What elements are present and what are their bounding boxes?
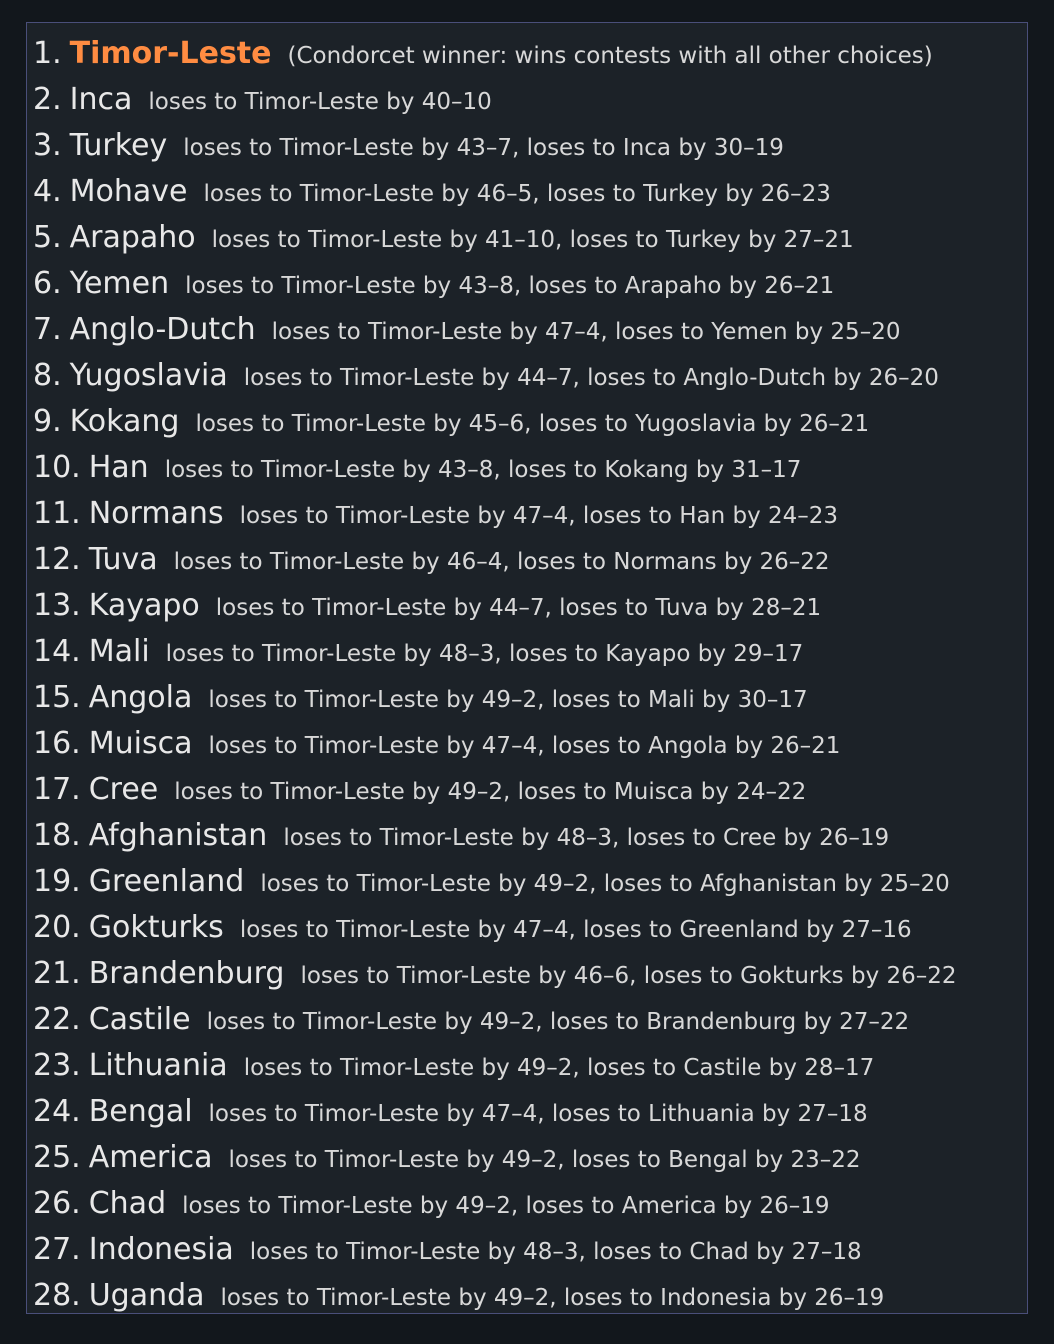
ranking-row: [27, 1089, 1027, 1135]
rankings-panel: [26, 22, 1028, 1314]
choice-name: Uganda: [88, 1278, 205, 1313]
ranking-row: [27, 859, 1027, 905]
contest-detail: loses to Timor-Leste by 43–7, loses to Inca by 30–19: [183, 135, 784, 161]
choice-name: Brandenburg: [88, 956, 285, 991]
ranking-row: [27, 1135, 1027, 1181]
choice-name: Anglo-Dutch: [69, 312, 256, 347]
choice-name: Chad: [88, 1186, 167, 1221]
ranking-row: [27, 169, 1027, 215]
choice-name: Muisca: [88, 726, 193, 761]
ranking-row: [27, 77, 1027, 123]
ranking-row: [27, 629, 1027, 675]
ranking-row: [27, 905, 1027, 951]
contest-detail: loses to Timor-Leste by 47–4, loses to Angola by 26–21: [208, 733, 841, 759]
rank-number: 24.: [33, 1094, 81, 1129]
contest-detail: loses to Timor-Leste by 49–2, loses to Afghanistan by 25–20: [260, 871, 950, 897]
ranking-row: [27, 353, 1027, 399]
rank-number: 4.: [33, 174, 62, 209]
choice-name: Mohave: [69, 174, 188, 209]
ranking-row: [27, 1043, 1027, 1089]
rank-number: 12.: [33, 542, 81, 577]
rank-number: 20.: [33, 910, 81, 945]
choice-name: Kokang: [69, 404, 180, 439]
contest-detail: loses to Timor-Leste by 48–3, loses to Cree by 26–19: [283, 825, 890, 851]
contest-detail: loses to Timor-Leste by 48–3, loses to Kayapo by 29–17: [165, 641, 804, 667]
choice-name: Inca: [69, 82, 133, 117]
contest-detail: loses to Timor-Leste by 46–6, loses to Gokturks by 26–22: [300, 963, 957, 989]
contest-detail: loses to Timor-Leste by 49–2, loses to Brandenburg by 27–22: [206, 1009, 910, 1035]
ranking-row: [27, 445, 1027, 491]
ranking-row: [27, 721, 1027, 767]
rank-number: 2.: [33, 82, 62, 117]
contest-detail: (Condorcet winner: wins contests with all other choices): [287, 43, 933, 69]
ranking-row: [27, 491, 1027, 537]
choice-name: Arapaho: [69, 220, 196, 255]
ranking-row: [27, 675, 1027, 721]
contest-detail: loses to Timor-Leste by 46–4, loses to Normans by 26–22: [173, 549, 830, 575]
rank-number: 17.: [33, 772, 81, 807]
ranking-row: [27, 1273, 1027, 1319]
ranking-row: [27, 31, 1027, 77]
ranking-row: [27, 997, 1027, 1043]
rank-number: 23.: [33, 1048, 81, 1083]
contest-detail: loses to Timor-Leste by 47–4, loses to Lithuania by 27–18: [208, 1101, 868, 1127]
contest-detail: loses to Timor-Leste by 45–6, loses to Yugoslavia by 26–21: [195, 411, 870, 437]
choice-name: Kayapo: [88, 588, 200, 623]
winner-name: Timor-Leste: [69, 36, 272, 71]
choice-name: Indonesia: [88, 1232, 234, 1267]
choice-name: Mali: [88, 634, 150, 669]
contest-detail: loses to Timor-Leste by 44–7, loses to Anglo-Dutch by 26–20: [243, 365, 939, 391]
choice-name: Turkey: [69, 128, 168, 163]
ranking-row: [27, 215, 1027, 261]
choice-name: Angola: [88, 680, 193, 715]
rank-number: 11.: [33, 496, 81, 531]
ranking-row: [27, 399, 1027, 445]
ranking-row: [27, 261, 1027, 307]
rank-number: 19.: [33, 864, 81, 899]
rank-number: 25.: [33, 1140, 81, 1175]
rank-number: 16.: [33, 726, 81, 761]
contest-detail: loses to Timor-Leste by 49–2, loses to Muisca by 24–22: [174, 779, 807, 805]
contest-detail: loses to Timor-Leste by 48–3, loses to Chad by 27–18: [249, 1239, 862, 1265]
choice-name: Afghanistan: [88, 818, 268, 853]
choice-name: Bengal: [88, 1094, 193, 1129]
ranking-row: [27, 123, 1027, 169]
choice-name: Gokturks: [88, 910, 224, 945]
contest-detail: loses to Timor-Leste by 49–2, loses to Bengal by 23–22: [228, 1147, 861, 1173]
ranking-row: [27, 951, 1027, 997]
contest-detail: loses to Timor-Leste by 44–7, loses to Tuva by 28–21: [215, 595, 822, 621]
rank-number: 22.: [33, 1002, 81, 1037]
choice-name: Lithuania: [88, 1048, 228, 1083]
rank-number: 18.: [33, 818, 81, 853]
contest-detail: loses to Timor-Leste by 43–8, loses to Arapaho by 26–21: [185, 273, 835, 299]
rank-number: 3.: [33, 128, 62, 163]
choice-name: Normans: [88, 496, 224, 531]
ranking-row: [27, 537, 1027, 583]
choice-name: America: [88, 1140, 213, 1175]
rank-number: 10.: [33, 450, 81, 485]
choice-name: Yugoslavia: [69, 358, 228, 393]
rank-number: 15.: [33, 680, 81, 715]
contest-detail: loses to Timor-Leste by 41–10, loses to Turkey by 27–21: [211, 227, 854, 253]
rank-number: 1.: [33, 36, 62, 71]
rank-number: 14.: [33, 634, 81, 669]
rank-number: 9.: [33, 404, 62, 439]
rank-number: 28.: [33, 1278, 81, 1313]
rank-number: 7.: [33, 312, 62, 347]
contest-detail: loses to Timor-Leste by 49–2, loses to Mali by 30–17: [208, 687, 808, 713]
contest-detail: loses to Timor-Leste by 47–4, loses to Han by 24–23: [239, 503, 839, 529]
contest-detail: loses to Timor-Leste by 49–2, loses to America by 26–19: [182, 1193, 830, 1219]
contest-detail: loses to Timor-Leste by 49–2, loses to Indonesia by 26–19: [220, 1285, 885, 1311]
ranking-row: [27, 813, 1027, 859]
rank-number: 26.: [33, 1186, 81, 1221]
rank-number: 6.: [33, 266, 62, 301]
contest-detail: loses to Timor-Leste by 49–2, loses to Castile by 28–17: [243, 1055, 875, 1081]
rank-number: 5.: [33, 220, 62, 255]
ranking-row: [27, 307, 1027, 353]
rank-number: 13.: [33, 588, 81, 623]
choice-name: Cree: [88, 772, 159, 807]
rank-number: 21.: [33, 956, 81, 991]
choice-name: Yemen: [69, 266, 170, 301]
rank-number: 27.: [33, 1232, 81, 1267]
choice-name: Tuva: [88, 542, 158, 577]
contest-detail: loses to Timor-Leste by 46–5, loses to Turkey by 26–23: [203, 181, 831, 207]
choice-name: Greenland: [88, 864, 245, 899]
ranking-row: [27, 1227, 1027, 1273]
contest-detail: loses to Timor-Leste by 47–4, loses to Greenland by 27–16: [239, 917, 912, 943]
ranking-row: [27, 1181, 1027, 1227]
ranking-row: [27, 767, 1027, 813]
contest-detail: loses to Timor-Leste by 40–10: [148, 89, 492, 115]
choice-name: Han: [88, 450, 149, 485]
ranking-row: [27, 583, 1027, 629]
rank-number: 8.: [33, 358, 62, 393]
contest-detail: loses to Timor-Leste by 43–8, loses to Kokang by 31–17: [164, 457, 802, 483]
choice-name: Castile: [88, 1002, 191, 1037]
contest-detail: loses to Timor-Leste by 47–4, loses to Yemen by 25–20: [271, 319, 901, 345]
